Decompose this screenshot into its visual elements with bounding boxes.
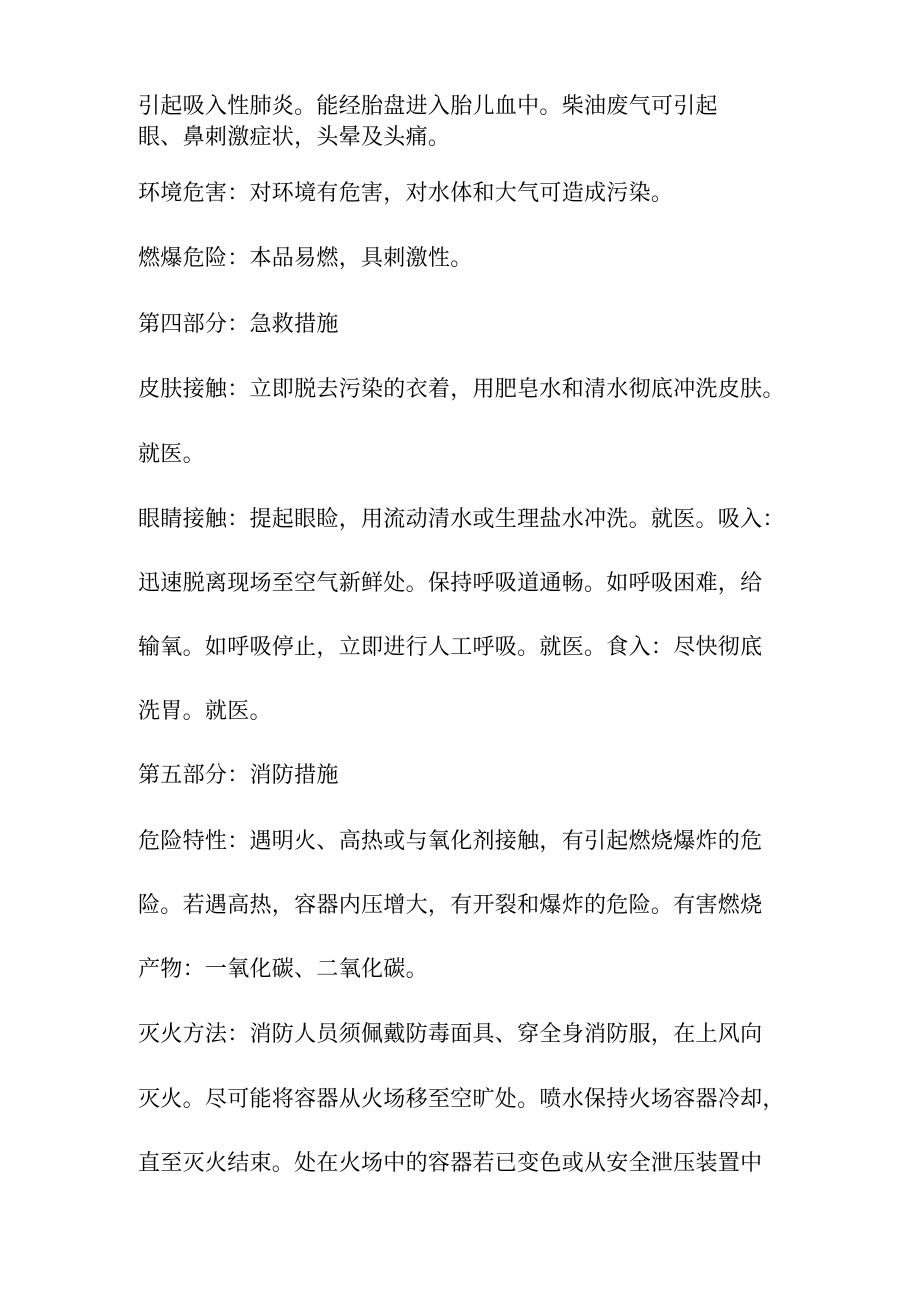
text-line-6: 皮肤接触：立即脱去污染的衣着，用肥皂水和清水彻底冲洗皮肤。 bbox=[138, 377, 785, 402]
text-line-7: 就医。 bbox=[138, 442, 205, 467]
section-heading-5: 第五部分：消防措施 bbox=[138, 763, 339, 788]
section-heading-4: 第四部分：急救措施 bbox=[138, 312, 339, 337]
text-line-10: 输氧。如呼吸停止，立即进行人工呼吸。就医。食入：尽快彻底 bbox=[138, 635, 763, 660]
text-line-17: 灭火。尽可能将容器从火场移至空旷处。喷水保持火场容器冷却， bbox=[138, 1087, 785, 1112]
text-line-3: 环境危害：对环境有危害，对水体和大气可造成污染。 bbox=[138, 181, 674, 206]
text-line-2: 眼、鼻刺激症状，头晕及头痛。 bbox=[138, 125, 451, 150]
text-line-15: 产物：一氧化碳、二氧化碳。 bbox=[138, 957, 428, 982]
text-line-13: 危险特性：遇明火、高热或与氧化剂接触，有引起燃烧爆炸的危 bbox=[138, 829, 763, 854]
text-line-18: 直至灭火结束。处在火场中的容器若已变色或从安全泄压装置中 bbox=[138, 1151, 763, 1176]
text-line-14: 险。若遇高热，容器内压增大，有开裂和爆炸的危险。有害燃烧 bbox=[138, 893, 763, 918]
text-line-8: 眼睛接触：提起眼睑，用流动清水或生理盐水冲洗。就医。吸入： bbox=[138, 507, 785, 532]
text-line-4: 燃爆危险：本品易燃，具刺激性。 bbox=[138, 246, 473, 271]
text-line-9: 迅速脱离现场至空气新鲜处。保持呼吸道通畅。如呼吸困难，给 bbox=[138, 571, 763, 596]
text-line-16: 灭火方法：消防人员须佩戴防毒面具、穿全身消防服，在上风向 bbox=[138, 1022, 763, 1047]
text-line-11: 洗胃。就医。 bbox=[138, 699, 272, 724]
text-line-1: 引起吸入性肺炎。能经胎盘进入胎儿血中。柴油废气可引起 bbox=[138, 94, 718, 119]
